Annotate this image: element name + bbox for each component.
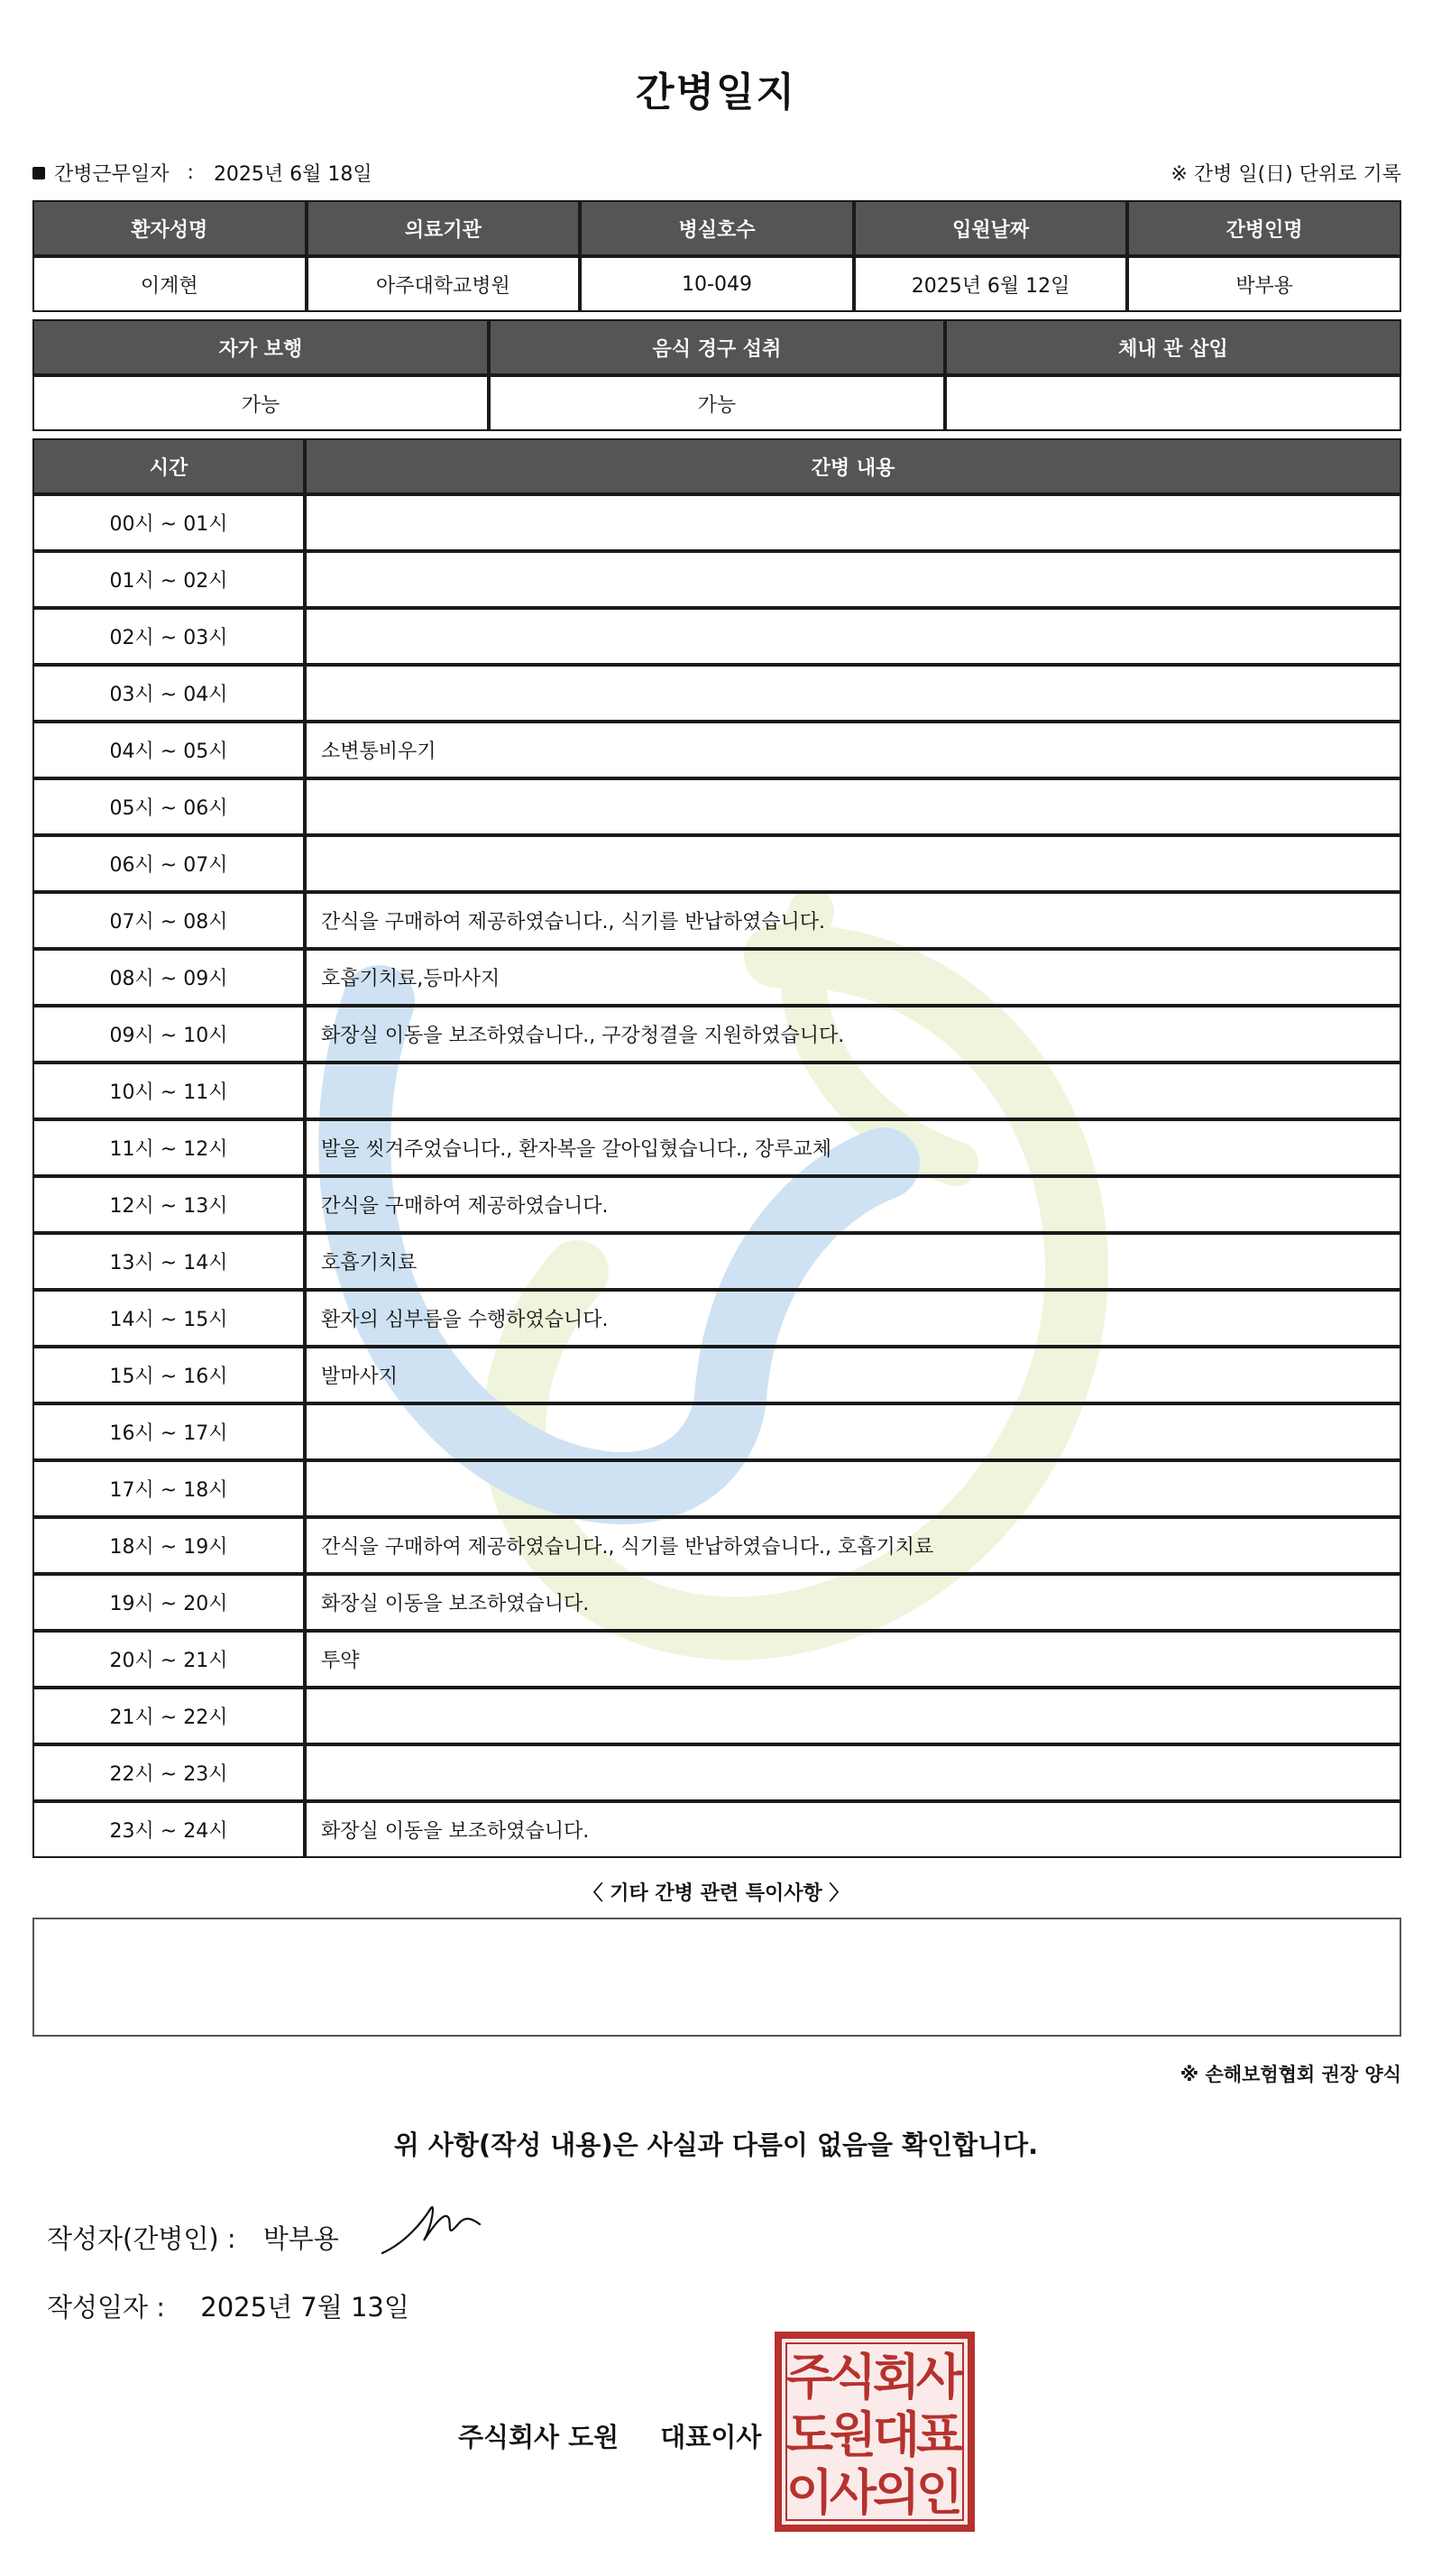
log-time: 22시 ~ 23시 <box>32 1744 305 1801</box>
log-time: 20시 ~ 21시 <box>32 1631 305 1688</box>
company-role: 대표이사 <box>660 2422 762 2452</box>
header-admission-date: 입원날짜 <box>854 200 1128 256</box>
log-time: 04시 ~ 05시 <box>32 722 305 778</box>
log-time: 16시 ~ 17시 <box>32 1403 305 1460</box>
care-log-header-row <box>32 438 1401 494</box>
writer-label: 작성자(간병인) : <box>47 2223 236 2254</box>
log-row <box>32 892 1401 949</box>
seal-character: 사 <box>915 2349 964 2406</box>
room-number: 10-049 <box>580 256 854 312</box>
institution: 아주대학교병원 <box>307 256 581 312</box>
log-row <box>32 1347 1401 1403</box>
log-time: 21시 ~ 22시 <box>32 1688 305 1744</box>
self-walking-value: 가능 <box>32 375 489 431</box>
writer-name: 박부용 <box>262 2223 339 2254</box>
writer-line <box>47 2219 339 2256</box>
patient-name: 이계현 <box>32 256 307 312</box>
header-care-content: 간병 내용 <box>305 438 1401 494</box>
header-self-walking: 자가 보행 <box>32 319 489 375</box>
log-row <box>32 1290 1401 1347</box>
log-content <box>305 665 1401 722</box>
log-time: 10시 ~ 11시 <box>32 1063 305 1119</box>
seal-character: 표 <box>915 2406 964 2463</box>
log-content: 환자의 심부름을 수행하였습니다. <box>305 1290 1401 1347</box>
log-content: 투약 <box>305 1631 1401 1688</box>
log-content: 간식을 구매하여 제공하였습니다. <box>305 1176 1401 1233</box>
log-content: 화장실 이동을 보조하였습니다. <box>305 1574 1401 1631</box>
written-date-line <box>47 2287 409 2324</box>
patient-info-table <box>32 200 1401 312</box>
log-row <box>32 1801 1401 1858</box>
care-log-table <box>32 438 1401 1858</box>
company-seal <box>774 2331 976 2533</box>
log-content <box>305 494 1401 551</box>
seal-character: 대 <box>872 2406 921 2463</box>
page-title: 간병일지 <box>635 69 796 115</box>
work-info-row <box>32 159 1401 188</box>
log-content <box>305 1688 1401 1744</box>
log-time: 08시 ~ 09시 <box>32 949 305 1006</box>
log-content <box>305 1744 1401 1801</box>
written-date-label: 작성일자 : <box>47 2292 166 2323</box>
header-room-number: 병실호수 <box>580 200 854 256</box>
log-content: 화장실 이동을 보조하였습니다. <box>305 1801 1401 1858</box>
log-content <box>305 551 1401 608</box>
patient-info-header-row <box>32 200 1401 256</box>
header-institution: 의료기관 <box>307 200 581 256</box>
log-time: 15시 ~ 16시 <box>32 1347 305 1403</box>
log-row <box>32 1574 1401 1631</box>
confirm-statement: 위 사항(작성 내용)은 사실과 다름이 없음을 확인합니다. <box>393 2130 1039 2160</box>
seal-character: 식 <box>829 2349 877 2406</box>
seal-character: 이 <box>785 2464 834 2521</box>
notes-box <box>32 1918 1401 2037</box>
log-time: 07시 ~ 08시 <box>32 892 305 949</box>
log-row <box>32 1517 1401 1574</box>
log-content: 호흡기치료 <box>305 1233 1401 1290</box>
admission-date: 2025년 6월 12일 <box>854 256 1128 312</box>
log-time: 02시 ~ 03시 <box>32 608 305 665</box>
header-patient-name: 환자성명 <box>32 200 307 256</box>
log-content: 화장실 이동을 보조하였습니다., 구강청결을 지원하였습니다. <box>305 1006 1401 1063</box>
log-time: 11시 ~ 12시 <box>32 1119 305 1176</box>
log-content: 발을 씻겨주었습니다., 환자복을 갈아입혔습니다., 장루교체 <box>305 1119 1401 1176</box>
company-line <box>458 2417 761 2454</box>
log-time: 14시 ~ 15시 <box>32 1290 305 1347</box>
notes-title: 〈 기타 간병 관련 특이사항 〉 <box>583 1882 849 1905</box>
log-time: 12시 ~ 13시 <box>32 1176 305 1233</box>
log-time: 00시 ~ 01시 <box>32 494 305 551</box>
log-content: 발마사지 <box>305 1347 1401 1403</box>
log-row <box>32 1744 1401 1801</box>
header-tube-insertion: 체내 관 삽입 <box>945 319 1401 375</box>
log-time: 18시 ~ 19시 <box>32 1517 305 1574</box>
log-time: 01시 ~ 02시 <box>32 551 305 608</box>
caregiver-name: 박부용 <box>1127 256 1401 312</box>
work-date <box>32 159 372 187</box>
log-row <box>32 722 1401 778</box>
log-time: 09시 ~ 10시 <box>32 1006 305 1063</box>
log-content <box>305 1063 1401 1119</box>
seal-character: 의 <box>872 2464 921 2521</box>
log-row <box>32 1119 1401 1176</box>
log-row <box>32 1006 1401 1063</box>
oral-intake-value: 가능 <box>489 375 945 431</box>
seal-character: 사 <box>829 2464 877 2521</box>
seal-character: 회 <box>872 2349 921 2406</box>
seal-character: 도 <box>785 2406 834 2463</box>
tube-insertion-value <box>945 375 1401 431</box>
log-content: 소변통비우기 <box>305 722 1401 778</box>
log-row <box>32 1063 1401 1119</box>
log-content <box>305 1460 1401 1517</box>
patient-status-header-row <box>32 319 1401 375</box>
square-bullet-icon <box>32 167 45 179</box>
seal-character: 주 <box>785 2349 834 2406</box>
log-time: 05시 ~ 06시 <box>32 778 305 835</box>
signature <box>379 2197 496 2260</box>
seal-character: 원 <box>829 2406 877 2463</box>
log-row <box>32 778 1401 835</box>
log-row <box>32 1403 1401 1460</box>
recommend-note: ※ 손해보험협회 권장 양식 <box>1180 2064 1401 2085</box>
log-row <box>32 1688 1401 1744</box>
log-row <box>32 608 1401 665</box>
work-date-separator: : <box>187 161 194 184</box>
header-time: 시간 <box>32 438 305 494</box>
written-date-value: 2025년 7월 13일 <box>200 2292 409 2323</box>
log-row <box>32 494 1401 551</box>
patient-info-value-row <box>32 256 1401 312</box>
log-time: 23시 ~ 24시 <box>32 1801 305 1858</box>
patient-status-value-row <box>32 375 1401 431</box>
log-content: 호흡기치료,등마사지 <box>305 949 1401 1006</box>
log-time: 03시 ~ 04시 <box>32 665 305 722</box>
log-time: 17시 ~ 18시 <box>32 1460 305 1517</box>
log-content: 간식을 구매하여 제공하였습니다., 식기를 반납하였습니다., 호흡기치료 <box>305 1517 1401 1574</box>
log-row <box>32 835 1401 892</box>
log-content <box>305 835 1401 892</box>
log-content <box>305 778 1401 835</box>
work-date-value: 2025년 6월 18일 <box>213 163 372 186</box>
log-content <box>305 1403 1401 1460</box>
work-date-label: 간병근무일자 <box>54 163 170 186</box>
log-content <box>305 608 1401 665</box>
log-row <box>32 1460 1401 1517</box>
log-row <box>32 551 1401 608</box>
patient-status-table <box>32 319 1401 431</box>
log-content: 간식을 구매하여 제공하였습니다., 식기를 반납하였습니다. <box>305 892 1401 949</box>
log-row <box>32 1233 1401 1290</box>
company-name: 주식회사 도원 <box>458 2422 620 2452</box>
record-unit-note: ※ 간병 일(日) 단위로 기록 <box>1170 163 1401 186</box>
log-row <box>32 949 1401 1006</box>
log-time: 19시 ~ 20시 <box>32 1574 305 1631</box>
log-row <box>32 1631 1401 1688</box>
log-row <box>32 665 1401 722</box>
header-caregiver-name: 간병인명 <box>1127 200 1401 256</box>
log-time: 06시 ~ 07시 <box>32 835 305 892</box>
seal-character: 인 <box>915 2464 964 2521</box>
header-oral-intake: 음식 경구 섭취 <box>489 319 945 375</box>
log-time: 13시 ~ 14시 <box>32 1233 305 1290</box>
log-row <box>32 1176 1401 1233</box>
